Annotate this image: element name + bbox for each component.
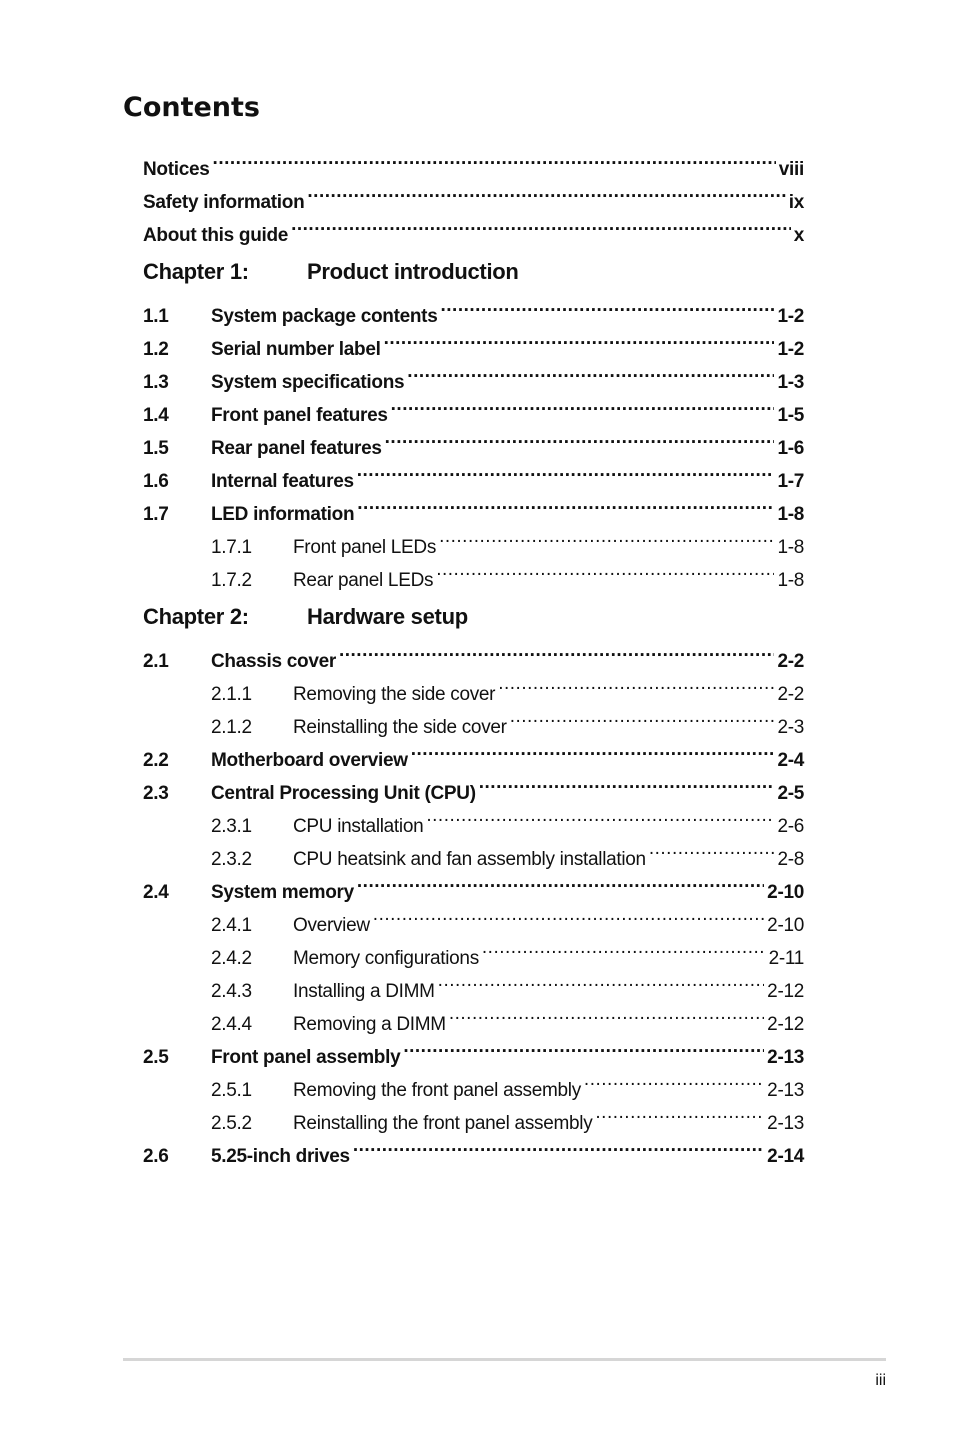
toc-entry-label: Internal features [211,471,354,492]
toc-entry-page: 2-10 [767,882,804,903]
dot-leader [384,322,775,355]
toc-entry-label: Installing a DIMM [293,981,435,1002]
toc-entry-page: 1-2 [777,306,804,327]
toc-entry-page: 2-4 [777,750,804,771]
toc-entry-number: 1.7.2 [211,570,252,591]
dot-leader [436,553,774,586]
toc-entry-label: Reinstalling the side cover [293,717,507,738]
toc-entry-page: 2-2 [777,684,804,705]
toc-entry-label: Central Processing Unit (CPU) [211,783,476,804]
toc-entry-page: 2-12 [767,1014,804,1035]
page-title: Contents [123,92,261,123]
toc-entry-page: 1-8 [777,504,804,525]
dot-leader [385,421,775,454]
dot-leader [584,1063,764,1096]
chapter-title: Product introduction [307,259,519,284]
chapter-heading[interactable] [143,586,804,634]
toc-entry-page: 1-2 [777,339,804,360]
chapter-number: Chapter 2: [143,604,249,629]
toc-entry-label: Rear panel features [211,438,382,459]
toc-entry-label: System memory [211,882,354,903]
toc-entry-label: System specifications [211,372,405,393]
toc-entry-page: 1-6 [777,438,804,459]
toc-entry-page: 2-5 [777,783,804,804]
toc-entry-number: 1.3 [143,372,169,393]
toc-entry-number: 2.3.1 [211,816,252,837]
dot-leader [357,454,775,487]
dot-leader [291,208,791,241]
dot-leader [213,142,776,175]
toc-entry-label: Notices [143,159,210,180]
toc-entry-label: Removing the front panel assembly [293,1080,581,1101]
toc-entry-label: Rear panel LEDs [293,570,434,591]
dot-leader [339,634,774,667]
toc-entry-label: System package contents [211,306,438,327]
toc-entry-label: Front panel LEDs [293,537,437,558]
toc-entry-page: 2-13 [767,1080,804,1101]
toc-entry-label: Removing a DIMM [293,1014,446,1035]
toc-entry-label: Chassis cover [211,651,336,672]
toc-entry-page: 2-11 [768,948,804,969]
toc-entry-number: 2.1 [143,651,169,672]
toc-entry-number: 2.6 [143,1146,169,1167]
toc-entry-page: 2-13 [767,1113,804,1134]
footer-rule [123,1358,886,1361]
toc-entry-number: 2.4.3 [211,981,252,1002]
toc-entry-page: 2-3 [777,717,804,738]
toc-entry-label: CPU heatsink and fan assembly installation [293,849,646,870]
dot-leader [357,487,774,520]
toc-entry-number: 2.1.1 [211,684,252,705]
toc-entry-page: viii [778,159,804,180]
toc-entry-number: 2.5 [143,1047,169,1068]
toc-entry-page: 2-10 [767,915,804,936]
toc-entry-label: About this guide [143,225,289,246]
dot-leader [440,289,774,322]
toc-entry-label: Motherboard overview [211,750,408,771]
toc-entry-page: 1-3 [777,372,804,393]
toc-entry-label: LED information [211,504,355,525]
toc-entry-number: 2.1.2 [211,717,252,738]
toc-entry-label: 5.25-inch drives [211,1146,350,1167]
toc-entry-label: Front panel features [211,405,388,426]
dot-leader [449,997,764,1030]
toc-entry[interactable] [143,142,804,180]
toc-entry-page: 1-8 [777,570,804,591]
toc-entry-number: 2.4 [143,882,169,903]
dot-leader [595,1096,764,1129]
toc-entry-number: 1.1 [143,306,169,327]
chapter-title: Hardware setup [307,604,468,629]
toc-entry-number: 2.3 [143,783,169,804]
toc-entry-label: Removing the side cover [293,684,496,705]
table-of-contents [143,142,804,1167]
dot-leader [411,733,775,766]
toc-entry-number: 2.4.4 [211,1014,252,1035]
toc-entry-page: x [793,225,804,246]
toc-entry[interactable] [143,175,804,213]
dot-leader [498,667,774,700]
toc-entry-page: 2-6 [777,816,804,837]
dot-leader [438,964,765,997]
toc-entry-page: 2-12 [767,981,804,1002]
toc-entry-page: ix [788,192,804,213]
toc-entry-number: 1.7.1 [211,537,252,558]
toc-entry-number: 2.5.1 [211,1080,252,1101]
toc-entry-number: 2.2 [143,750,169,771]
toc-entry-page: 2-13 [767,1047,804,1068]
toc-entry-label: Memory configurations [293,948,479,969]
toc-entry-page: 2-14 [767,1146,804,1167]
toc-entry-label: Reinstalling the front panel assembly [293,1113,593,1134]
dot-leader [479,766,775,799]
dot-leader [353,1129,764,1162]
toc-entry-number: 2.5.2 [211,1113,252,1134]
dot-leader [439,520,774,553]
dot-leader [307,175,785,208]
dot-leader [403,1030,764,1063]
toc-entry-label: Overview [293,915,370,936]
toc-entry-label: Front panel assembly [211,1047,401,1068]
dot-leader [510,700,775,733]
toc-entry-page: 1-8 [777,537,804,558]
toc-entry-page: 2-8 [777,849,804,870]
toc-entry-label: Serial number label [211,339,381,360]
toc-entry-label: Safety information [143,192,305,213]
toc-entry-page: 1-7 [777,471,804,492]
toc-entry-page: 1-5 [777,405,804,426]
dot-leader [407,355,774,388]
toc-entry-number: 1.5 [143,438,169,459]
dot-leader [426,799,774,832]
toc-entry-number: 2.4.2 [211,948,252,969]
dot-leader [649,832,775,865]
toc-entry-number: 1.6 [143,471,169,492]
toc-entry-number: 1.2 [143,339,169,360]
page-number: iii [875,1372,886,1389]
toc-entry-page: 2-2 [777,651,804,672]
dot-leader [391,388,775,421]
chapter-heading[interactable] [143,241,804,289]
dot-leader [373,898,764,931]
toc-entry-number: 1.4 [143,405,169,426]
chapter-number: Chapter 1: [143,259,249,284]
toc-entry-label: CPU installation [293,816,424,837]
toc-entry-number: 2.4.1 [211,915,252,936]
toc-entry-number: 2.3.2 [211,849,252,870]
dot-leader [482,931,766,964]
dot-leader [357,865,764,898]
toc-entry-number: 1.7 [143,504,169,525]
